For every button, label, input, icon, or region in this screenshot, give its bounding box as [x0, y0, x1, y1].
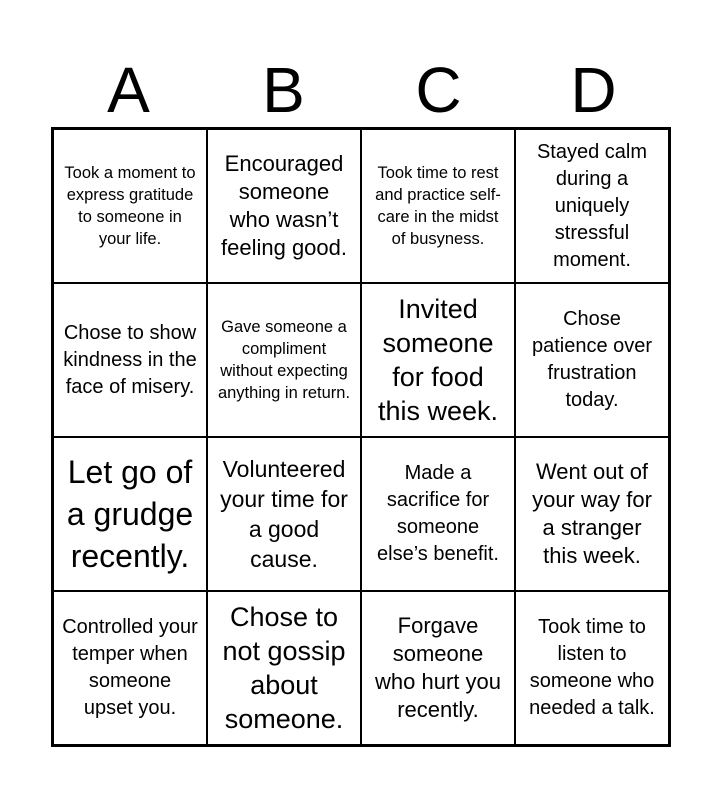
cell-text: Took a moment to express gratitude to someone in your life.: [64, 164, 196, 248]
cell-text: Controlled your temper when someone upset you.: [62, 616, 198, 719]
cell-text: Invited someone for food this week.: [377, 294, 499, 426]
cell-text: Forgave someone who hurt you recently.: [375, 613, 501, 722]
header-letter-b: B: [262, 54, 305, 126]
bingo-cell-b2[interactable]: [207, 283, 361, 437]
bingo-cell-d3[interactable]: [515, 437, 669, 591]
bingo-cell-b4[interactable]: [207, 591, 361, 745]
bingo-cell-c3[interactable]: [361, 437, 515, 591]
cell-text: Went out of your way for a stranger this week.: [532, 459, 652, 568]
cell-text: Chose to not gossip about someone.: [222, 602, 346, 734]
bingo-cell-a2[interactable]: [53, 283, 207, 437]
header-letter-c: C: [415, 54, 462, 126]
bingo-cell-d1[interactable]: [515, 129, 669, 283]
bingo-cell-b3[interactable]: [207, 437, 361, 591]
bingo-cell-c4[interactable]: [361, 591, 515, 745]
bingo-cell-c2[interactable]: [361, 283, 515, 437]
bingo-cell-a4[interactable]: [53, 591, 207, 745]
cell-text: Took time to listen to someone who needed a talk.: [529, 616, 655, 719]
bingo-cell-d4[interactable]: [515, 591, 669, 745]
cell-text: Stayed calm during a uniquely stressful moment.: [536, 140, 648, 271]
bingo-header: [51, 52, 671, 128]
bingo-cell-b1[interactable]: [207, 129, 361, 283]
bingo-cell-d2[interactable]: [515, 283, 669, 437]
cell-text: Gave someone a compliment without expecting anything in return.: [217, 318, 351, 402]
header-letter-d: D: [570, 54, 617, 126]
cell-text: Chose to show kindness in the face of misery.: [63, 321, 197, 398]
bingo-cell-a1[interactable]: [53, 129, 207, 283]
cell-text: Chose patience over frustration today.: [531, 308, 653, 411]
bingo-cell-c1[interactable]: [361, 129, 515, 283]
bingo-board: [51, 127, 671, 747]
cell-text: Let go of a grudge recently.: [66, 454, 194, 574]
header-letter-a: A: [107, 54, 150, 126]
cell-text: Volunteered your time for a good cause.: [220, 456, 348, 572]
cell-text: Made a sacrifice for someone else’s benefit.: [377, 462, 499, 565]
cell-text: Took time to rest and practice self-care in the midst of busyness.: [375, 164, 501, 248]
cell-text: Encouraged someone who wasn’t feeling good.: [221, 151, 347, 260]
bingo-cell-a3[interactable]: [53, 437, 207, 591]
